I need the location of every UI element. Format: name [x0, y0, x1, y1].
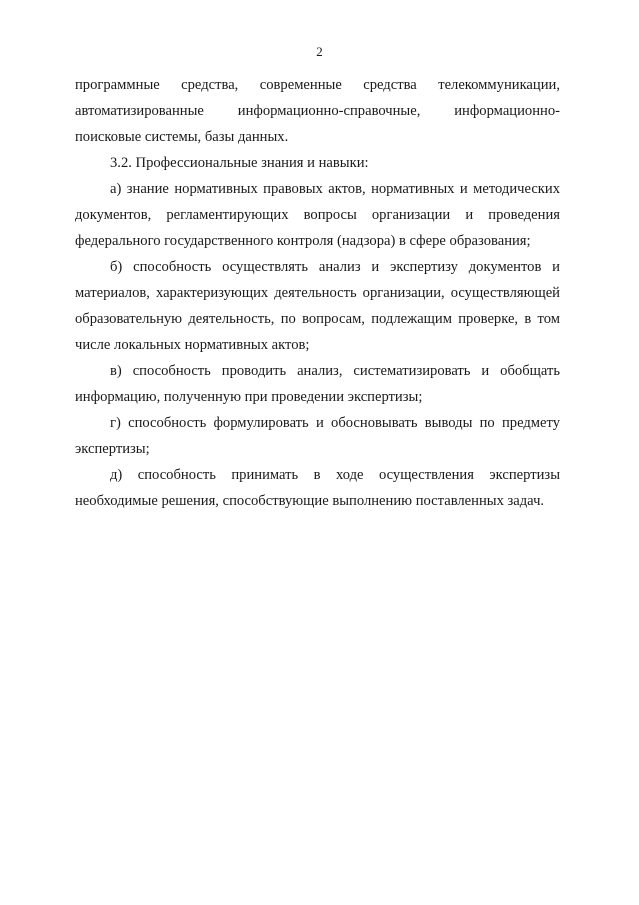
list-item-b: б) способность осуществлять анализ и экспертизу документов и материалов, характеризующих деятельность организации, осуществляющей образовательную деятельность, по вопросам, подлежащим проверке, в том числе локальных нормативных актов; — [75, 259, 560, 353]
list-item-d: д) способность принимать в ходе осуществления экспертизы необходимые решения, способствующие выполнению поставленных задач. — [75, 467, 560, 509]
section-heading-3-2: 3.2. Профессиональные знания и навыки: — [110, 155, 369, 171]
page-number: 2 — [316, 44, 323, 59]
list-item-a: а) знание нормативных правовых актов, нормативных и методических документов, регламентирующих вопросы организации и проведения федерального государственного контроля (надзора) в сфере образования; — [75, 181, 560, 249]
list-item-v: в) способность проводить анализ, систематизировать и обобщать информацию, полученную при проведении экспертизы; — [75, 363, 560, 405]
list-item-g: г) способность формулировать и обосновывать выводы по предмету экспертизы; — [75, 415, 560, 457]
document-body — [75, 72, 560, 514]
paragraph-continuation: программные средства, современные средства телекоммуникации, автоматизированные информационно-справочные, информационно-поисковые системы, базы данных. — [75, 77, 560, 145]
